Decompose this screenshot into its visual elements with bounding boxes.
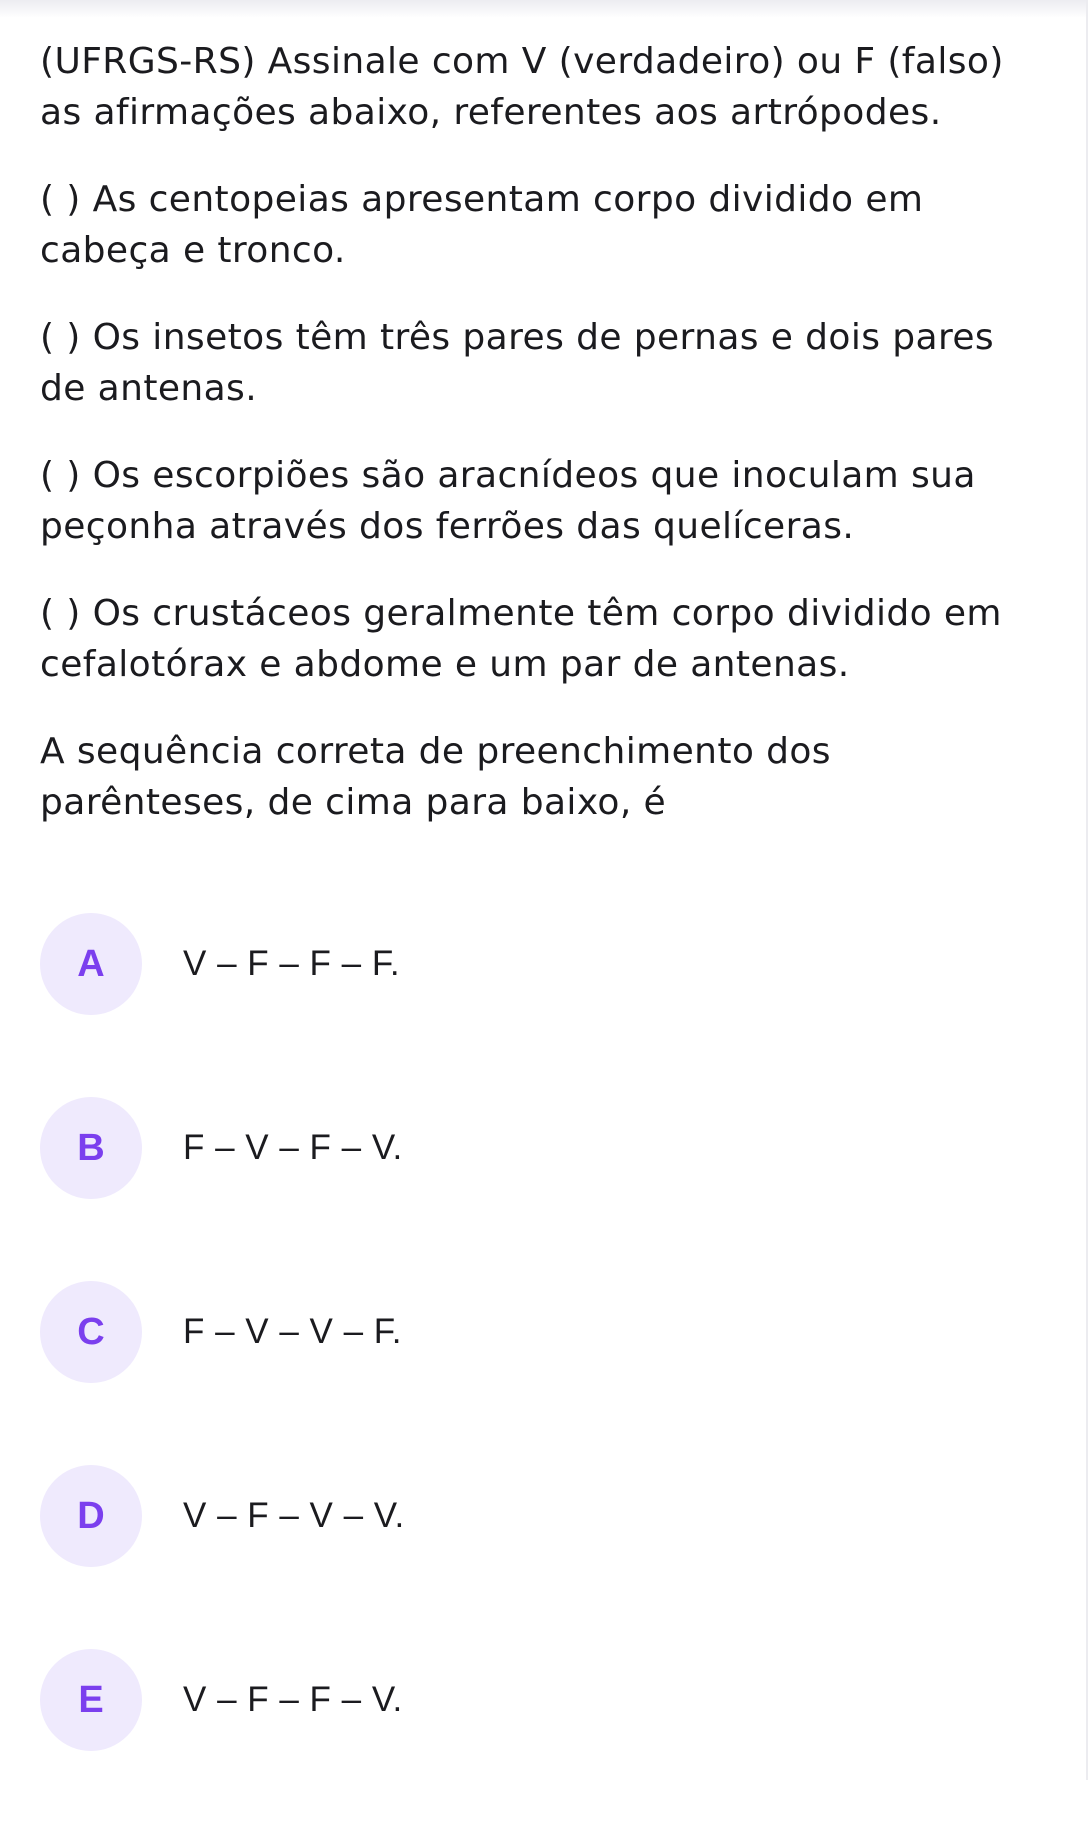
top-shadow — [0, 0, 1088, 18]
option-b-badge[interactable] — [40, 1097, 142, 1199]
question-item-2: ( ) Os insetos têm três pares de pernas e dois pares de antenas. — [40, 317, 995, 409]
question-item-3: ( ) Os escorpiões são aracnídeos que inoculam sua peçonha através dos ferrões das quelíceras. — [40, 455, 976, 547]
option-d[interactable] — [40, 1465, 1040, 1567]
question-prompt: A sequência correta de preenchimento dos parênteses, de cima para baixo, é — [40, 731, 831, 823]
option-b[interactable] — [40, 1097, 1040, 1199]
option-c-text: F – V – V – F. — [183, 1312, 403, 1351]
option-c[interactable] — [40, 1281, 1040, 1383]
option-a-letter: A — [77, 942, 105, 985]
option-c-letter: C — [77, 1310, 105, 1353]
question-item-1: ( ) As centopeias apresentam corpo dividido em cabeça e tronco. — [40, 179, 924, 271]
option-e-text: V – F – F – V. — [183, 1680, 403, 1719]
option-e[interactable] — [40, 1649, 1040, 1751]
option-e-badge[interactable] — [40, 1649, 142, 1751]
option-a-text: V – F – F – F. — [183, 944, 401, 983]
question-body — [40, 36, 1050, 864]
option-d-badge[interactable] — [40, 1465, 142, 1567]
answer-options — [40, 913, 1040, 1833]
option-a-badge[interactable] — [40, 913, 142, 1015]
option-d-text: V – F – V – V. — [183, 1496, 405, 1535]
option-d-letter: D — [77, 1494, 105, 1537]
option-a[interactable] — [40, 913, 1040, 1015]
option-b-text: F – V – F – V. — [183, 1128, 403, 1167]
option-e-letter: E — [78, 1678, 104, 1721]
option-b-letter: B — [77, 1126, 105, 1169]
question-statement: (UFRGS-RS) Assinale com V (verdadeiro) ou F (falso) as afirmações abaixo, referentes aos artrópodes. — [40, 41, 1004, 133]
option-c-badge[interactable] — [40, 1281, 142, 1383]
question-item-4: ( ) Os crustáceos geralmente têm corpo dividido em cefalotórax e abdome e um par de antenas. — [40, 593, 1002, 685]
